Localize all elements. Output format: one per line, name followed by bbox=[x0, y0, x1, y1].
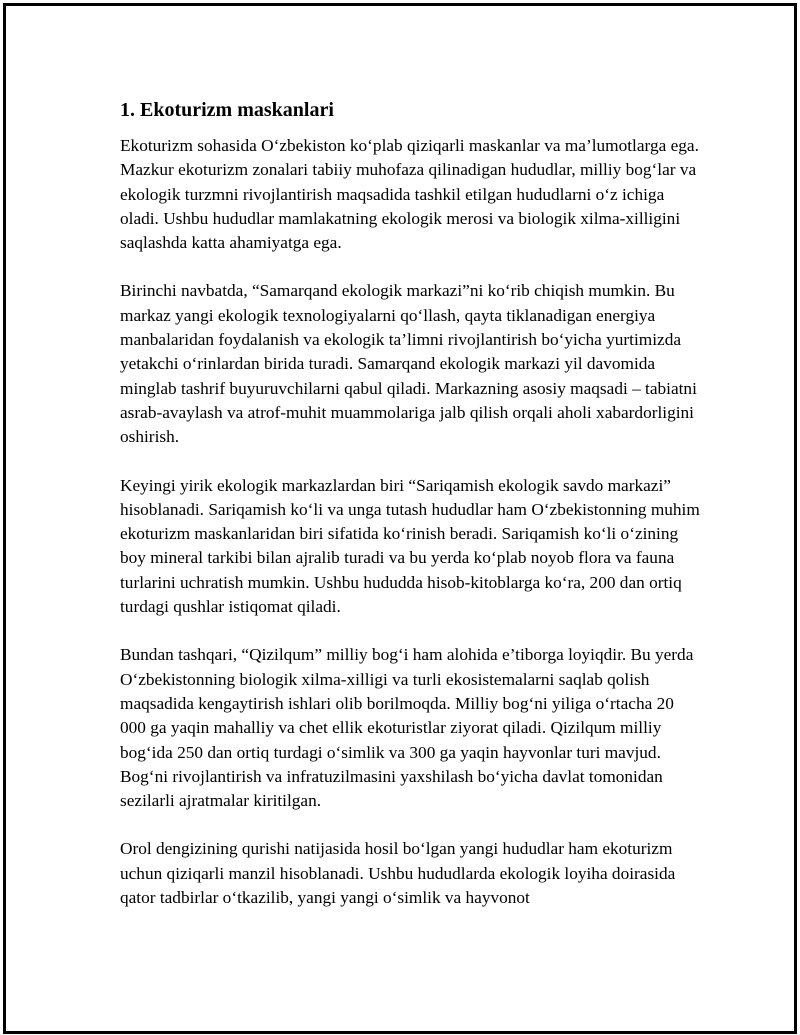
paragraph-samarqand: Birinchi navbatda, “Samarqand ekologik markazi”ni ko‘rib chiqish mumkin. Bu markaz yangi ekologik texnologiyalarni qo‘llash, qayta tiklanadigan energiya manbalaridan foydalanish va ekologik ta’limni rivojlantirish bo‘yicha yurtimizda yetakchi o‘rinlardan birida turadi. Samarqand ekologik markazi yil davomida minglab tashrif buyuruvchilarni qabul qiladi. Markazning asosiy maqsadi – tabiatni asrab-avaylash va atrof-muhit muammolariga jalb qilish orqali aholi xabardorligini oshirish. bbox=[120, 281, 697, 447]
document-body bbox=[120, 96, 700, 934]
paragraph-intro: Ekoturizm sohasida O‘zbekiston ko‘plab qiziqarli maskanlar va ma’lumotlarga ega. Mazkur ekoturizm zonalari tabiiy muhofaza qilinadigan hududlar, milliy bog‘lar va ekologik turzmni rivojlantirish maqsadida tashkil etilgan hududlarni o‘z ichiga oladi. Ushbu hududlar mamlakatning ekologik merosi va biologik xilma-xilligini saqlashda katta ahamiyatga ega. bbox=[120, 136, 699, 253]
paragraph-orol: Orol dengizining qurishi natijasida hosil bo‘lgan yangi hududlar ham ekoturizm uchun qiziqarli manzil hisoblanadi. Ushbu hududlarda ekologik loyiha doirasida qator tadbirlar o‘tkazilib, yangi yangi o‘simlik va hayvonot bbox=[120, 839, 676, 908]
section-heading: 1. Ekoturizm maskanlari bbox=[120, 99, 334, 121]
paragraph-qizilqum: Bundan tashqari, “Qizilqum” milliy bog‘i ham alohida e’tiborga loyiqdir. Bu yerda O‘zbekistonning biologik xilma-xilligi va turli ekosistemalarni saqlab qolish maqsadida kengaytirish ishlari olib borilmoqda. Milliy bog‘ni yiliga o‘rtacha 20 000 ga yaqin mahalliy va chet ellik ekoturistlar ziyorat qiladi. Qizilqum milliy bog‘ida 250 dan ortiq turdagi o‘simlik va 300 ga yaqin hayvonlar turi mavjud. Bog‘ni rivojlantirish va infratuzilmasini yaxshilash bo‘yicha davlat tomonidan sezilarli ajratmalar kiritilgan. bbox=[120, 645, 694, 811]
paragraph-sariqamish: Keyingi yirik ekologik markazlardan biri “Sariqamish ekologik savdo markazi” hisoblanadi. Sariqamish ko‘li va unga tutash hududlar ham O‘zbekistonning muhim ekoturizm maskanlaridan biri sifatida ko‘rinish beradi. Sariqamish ko‘li o‘zining boy mineral tarkibi bilan ajralib turadi va bu yerda ko‘plab noyob flora va fauna turlarini uchratish mumkin. Ushbu hududda hisob-kitoblarga ko‘ra, 200 dan ortiq turdagi qushlar istiqomat qiladi. bbox=[120, 475, 700, 617]
document-page bbox=[3, 3, 797, 1034]
